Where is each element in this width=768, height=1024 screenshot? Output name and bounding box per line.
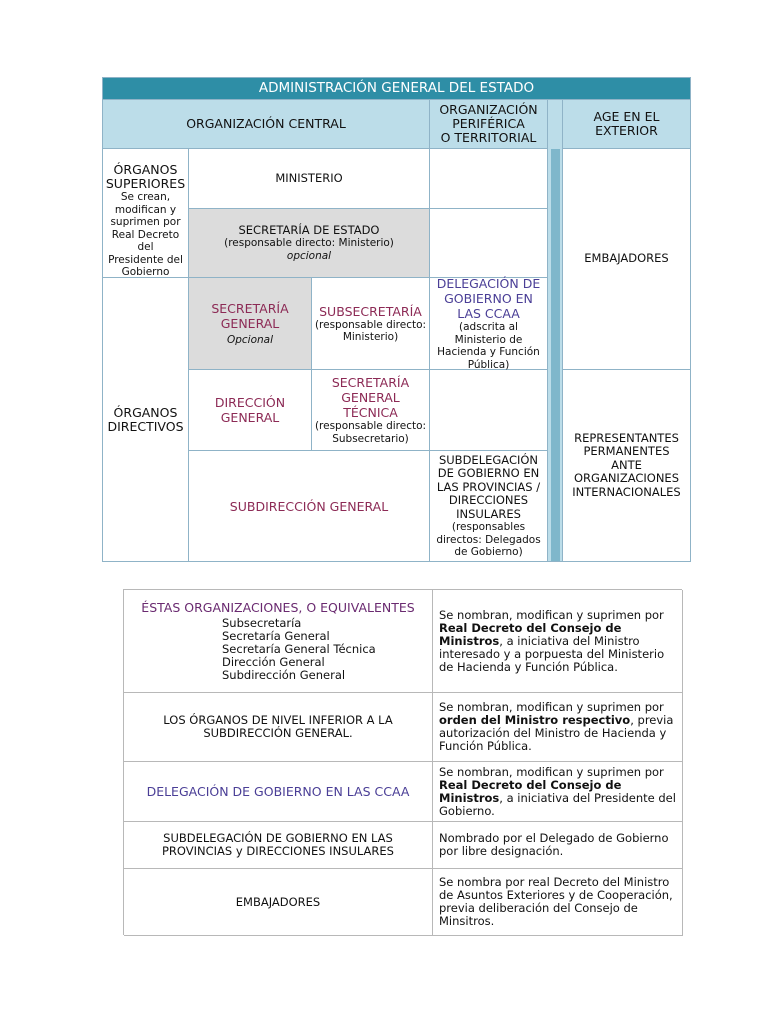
header-organizacion-periferica: ORGANIZACIÓN PERIFÉRICA O TERRITORIAL (430, 100, 548, 149)
table-title: ADMINISTRACIÓN GENERAL DEL ESTADO (103, 78, 690, 100)
secretaria-general-tecnica-cell: SECRETARÍA GENERAL TÉCNICA (responsable directo: Subsecretario) (312, 370, 430, 451)
organos-directivos-cell: ÓRGANOS DIRECTIVOS (103, 278, 189, 561)
periferica-empty-3 (430, 370, 548, 451)
subdireccion-general-cell: SUBDIRECCIÓN GENERAL (189, 451, 430, 561)
row-left-title: ÉSTAS ORGANIZACIONES, O EQUIVALENTES (141, 600, 415, 615)
embajadores-cell: EMBAJADORES (563, 149, 690, 370)
table-row: EMBAJADORES (124, 869, 433, 936)
direccion-general-cell: DIRECCIÓN GENERAL (189, 370, 312, 451)
row-left-list (130, 617, 426, 682)
list-item: Subdirección General (222, 668, 346, 682)
subsecretaria-cell: SUBSECRETARÍA (responsable directo: Ministerio) (312, 278, 430, 370)
delegacion-cell: DELEGACIÓN DE GOBIERNO EN LAS CCAA (adscrita al Ministerio de Hacienda y Función Pública) (430, 278, 548, 370)
periferica-empty-1 (430, 149, 548, 209)
divider-stripe (551, 149, 560, 561)
row-right-text: Se nombran, modifican y suprimen por Real Decreto del Consejo de Ministros, a iniciativa del Presidente del Gobierno. (433, 762, 683, 822)
subdelegacion-cell: SUBDELEGACIÓN DE GOBIERNO EN LAS PROVINCIAS / DIRECCIONES INSULARES (responsables directos: Delegados de Gobierno) (430, 451, 548, 561)
table-row (124, 590, 433, 693)
row-right-text: Se nombra por real Decreto del Ministro de Asuntos Exteriores y de Cooperación, previa deliberación del Consejo de Minsitros. (433, 869, 683, 936)
row-right-text: Nombrado por el Delegado de Gobierno por libre designación. (433, 822, 683, 869)
appointments-table (123, 589, 682, 935)
organos-superiores-cell: ÓRGANOS SUPERIORES Se crean, modifican y suprimen por Real Decreto del Presidente del Gobierno (103, 149, 189, 278)
list-item: Subsecretaría (222, 616, 302, 630)
representantes-cell: REPRESENTANTES PERMANENTES ANTE ORGANIZACIONES INTERNACIONALES (572, 430, 681, 499)
secretaria-estado-cell: SECRETARÍA DE ESTADO (responsable directo: Ministerio) opcional (189, 209, 430, 278)
table-row: SUBDELEGACIÓN DE GOBIERNO EN LAS PROVINCIAS y DIRECCIONES INSULARES (124, 822, 433, 869)
secretaria-general-cell: SECRETARÍA GENERAL Opcional (189, 278, 312, 370)
list-item: Dirección General (222, 655, 325, 669)
header-age-exterior: AGE EN EL EXTERIOR (563, 100, 690, 149)
row-right-text: Se nombran, modifican y suprimen por orden del Ministro respectivo, previa autorización del Ministro de Hacienda y Función Pública. (433, 693, 683, 762)
list-item: Secretaría General (222, 629, 330, 643)
table-row: DELEGACIÓN DE GOBIERNO EN LAS CCAA (124, 762, 433, 822)
table-row: LOS ÓRGANOS DE NIVEL INFERIOR A LA SUBDIRECCIÓN GENERAL. (124, 693, 433, 762)
ministerio-cell: MINISTERIO (189, 149, 430, 209)
org-chart-table (102, 77, 691, 562)
header-organizacion-central: ORGANIZACIÓN CENTRAL (103, 100, 430, 149)
periferica-empty-2 (430, 209, 548, 278)
row-right-text: Se nombran, modifican y suprimen por Real Decreto del Consejo de Ministros, a iniciativa del Ministro interesado y a porpuesta del Ministerio de Hacienda y Función Pública. (433, 590, 683, 693)
list-item: Secretaría General Técnica (222, 642, 376, 656)
